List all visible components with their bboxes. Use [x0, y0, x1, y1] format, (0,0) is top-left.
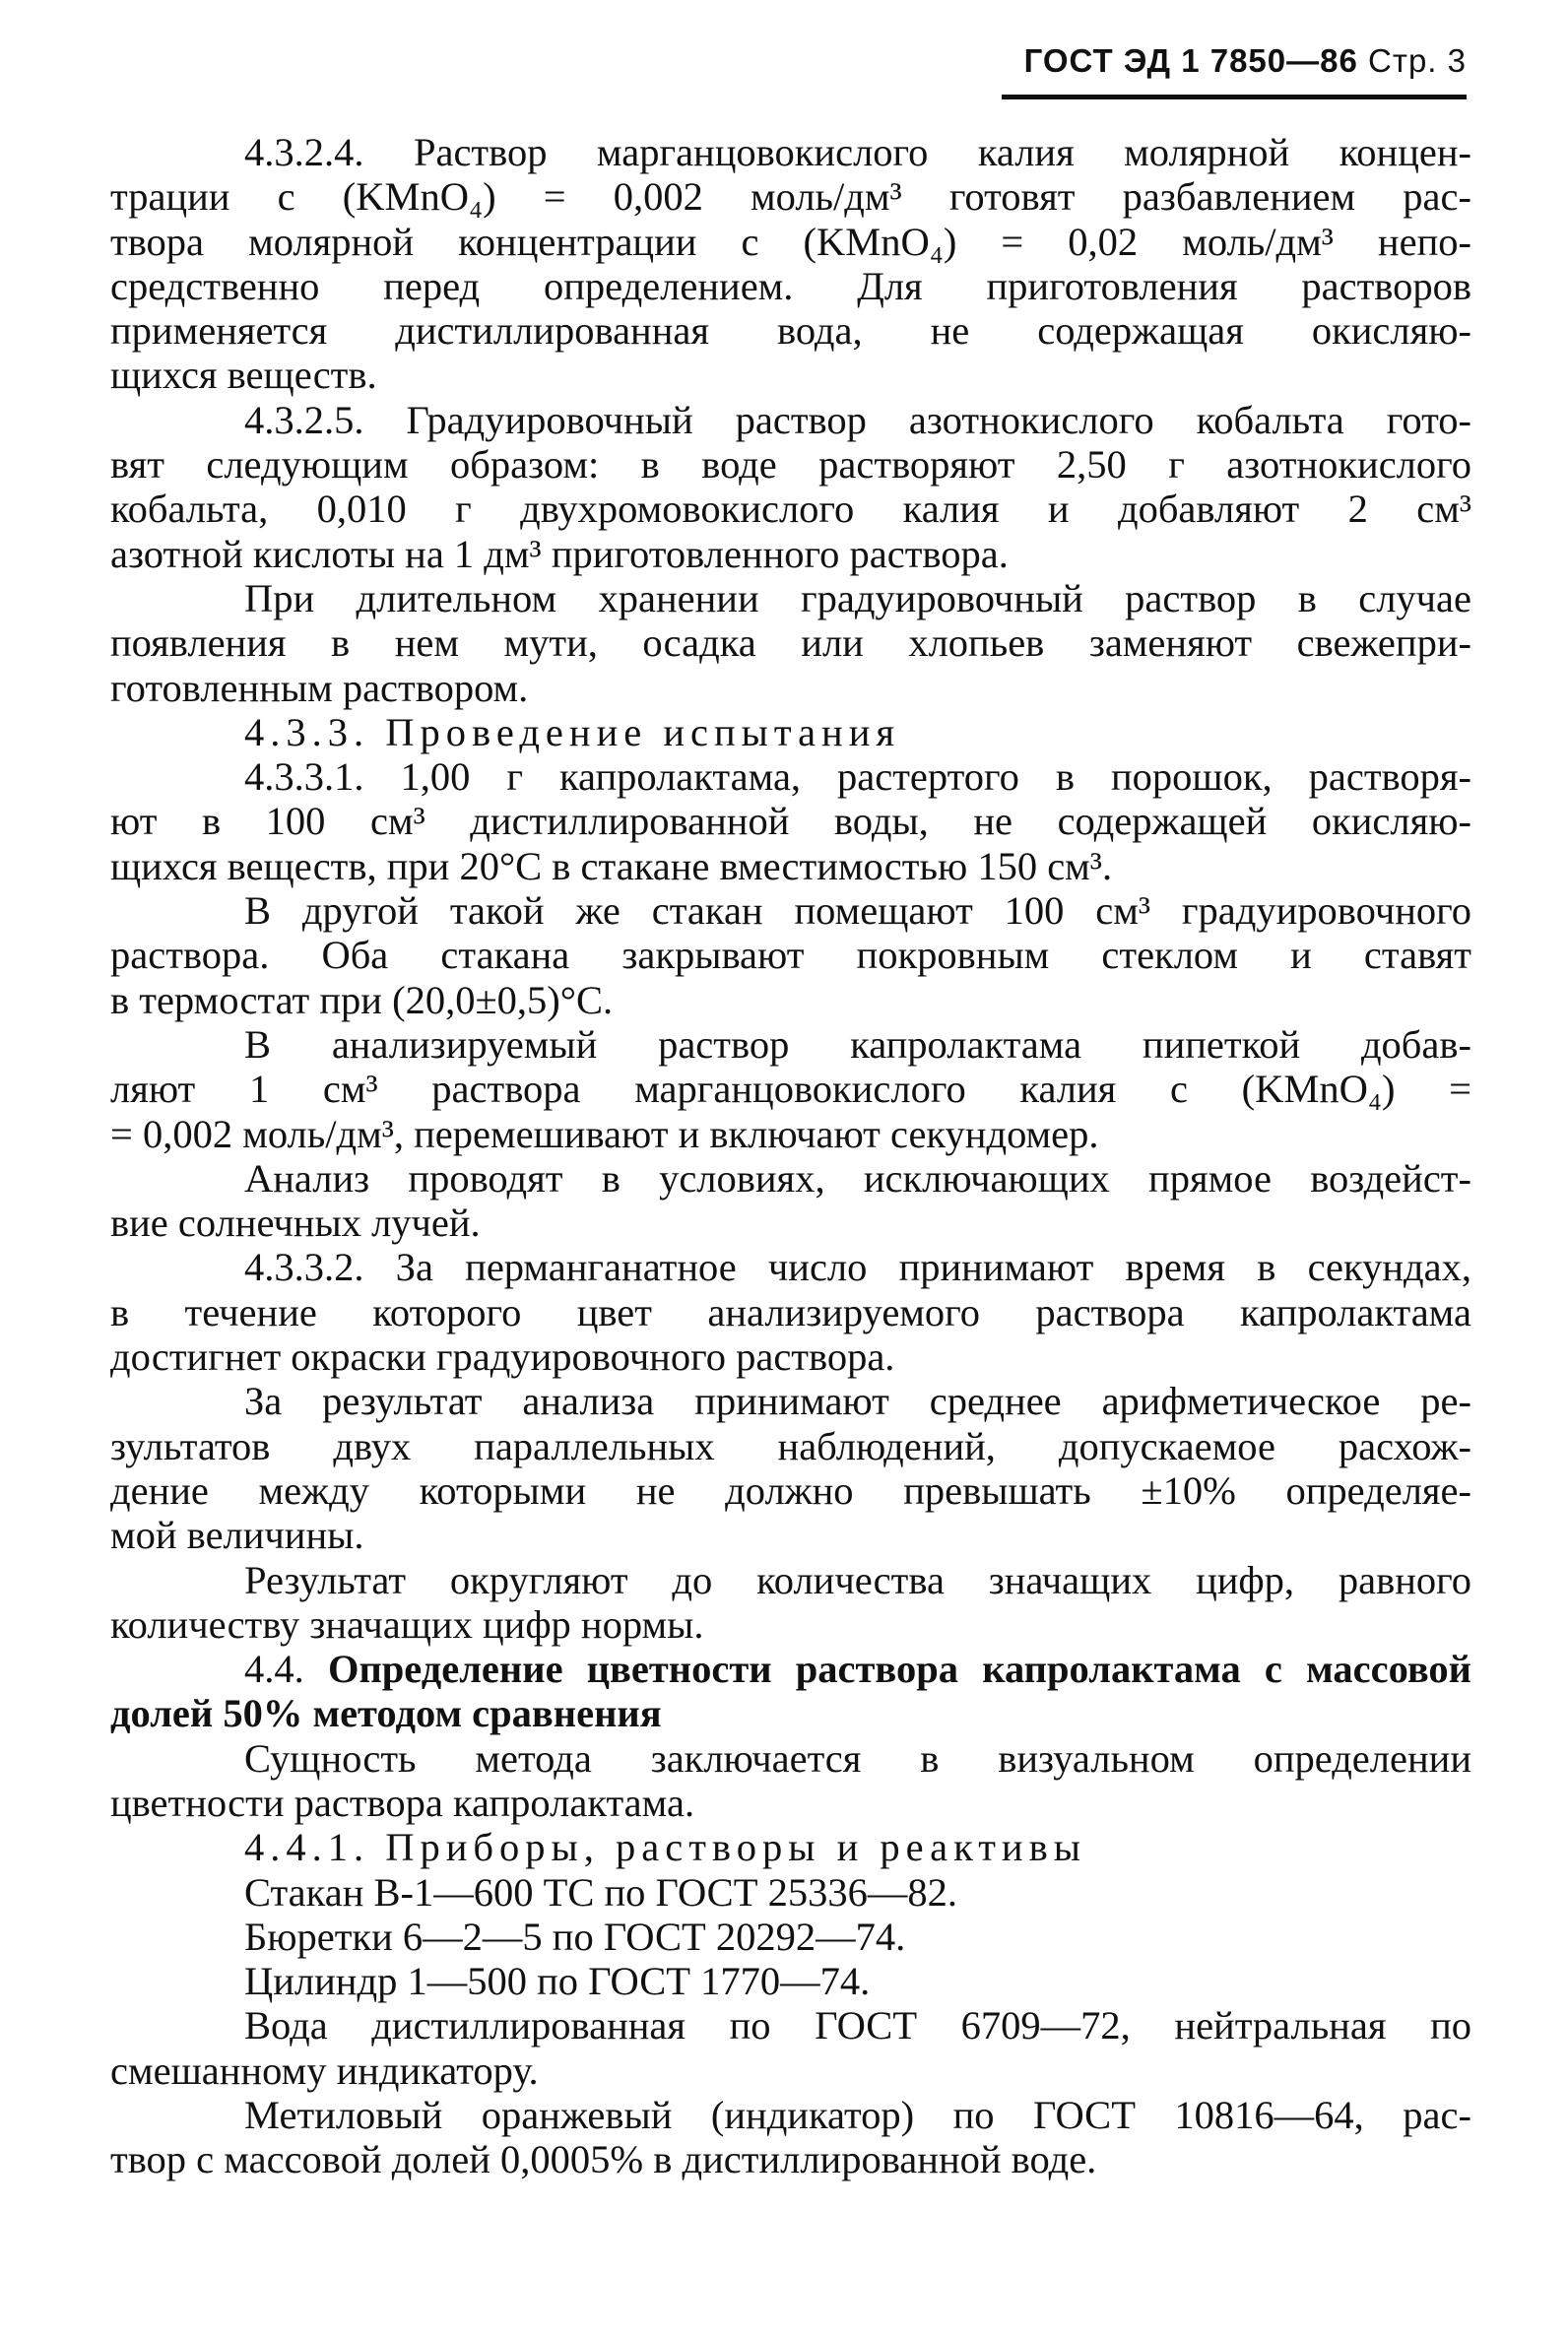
text-line: кобальта, 0,010 г двухромовокислого калия и добавляют 2 см³ [110, 487, 1471, 532]
text-line: вие солнечных лучей. [110, 1201, 481, 1246]
text-line: цветности раствора капролактама. [110, 1780, 695, 1825]
standard-number: ГОСТ ЭД 1 7850—86 [1023, 42, 1358, 79]
text-line: щихся веществ, при 20°С в стакане вместимостью 150 см³. [110, 843, 1113, 888]
paragraph-rounding [110, 1558, 1471, 1648]
text-line: применяется дистиллированная вода, не содержащая окисляю- [110, 308, 1471, 354]
text-line: твора молярной концентрации c (KMnO₄) = 0,02 моль/дм³ непо- [110, 219, 1471, 264]
section-heading-4-4 [110, 1647, 1471, 1736]
text-line: раствора. Оба стакана закрывают покровным стеклом и ставят [110, 933, 1471, 978]
text-line: Бюретки 6—2—5 по ГОСТ 20292—74. [244, 1914, 906, 1959]
text-line: щихся веществ. [110, 353, 377, 398]
page-number: Стр. 3 [1368, 42, 1467, 79]
text-line: Цилиндр 1—500 по ГОСТ 1770—74. [244, 1959, 871, 2004]
section-title: Определение цветности раствора капролактама с массовой [327, 1647, 1472, 1692]
text-line: количеству значащих цифр нормы. [110, 1601, 704, 1647]
paragraph-4-3-3-2 [110, 1245, 1471, 1379]
text-line: зультатов двух параллельных наблюдений, допускаемое расхож- [110, 1423, 1471, 1468]
text-line: средственно перед определением. Для приготовления растворов [110, 263, 1471, 308]
text-line: В другой такой же стакан помещают 100 см³ градуировочного [244, 888, 1471, 934]
text-line: За результат анализа принимают среднее арифметическое ре- [244, 1379, 1471, 1424]
spaced-heading: 4.4.1. Приборы, растворы и реактивы [244, 1825, 1086, 1870]
text-line: азотной кислоты на 1 дм³ приготовленного раствора. [110, 531, 1009, 576]
paragraph-second-beaker [110, 888, 1471, 1022]
paragraph-sunlight [110, 1156, 1471, 1246]
document-body [110, 130, 1471, 2182]
text-line: 4.3.3.1. 1,00 г капролактама, растертого в порошок, растворя- [244, 754, 1471, 800]
text-line: Метиловый оранжевый (индикатор) по ГОСТ 10816—64, рас- [244, 2093, 1471, 2138]
text-line: Сущность метода заключается в визуальном определении [244, 1735, 1471, 1781]
page-header [1024, 41, 1467, 81]
text-line: 4.3.2.5. Градуировочный раствор азотнокислого кобальта гото- [244, 397, 1471, 442]
text-line: твор с массовой долей 0,0005% в дистиллированной воде. [110, 2137, 1097, 2182]
text-line: Результат округляют до количества значащих цифр, равного [244, 1557, 1471, 1602]
list-item-beaker [110, 1870, 1471, 1915]
paragraph-4-3-2-4 [110, 130, 1471, 398]
bold-heading-line [110, 1647, 1471, 1691]
text-line: При длительном хранении градуировочный раствор в случае [244, 575, 1471, 620]
paragraph-add-permanganate [110, 1022, 1471, 1156]
text-line: дение между которыми не должно превышать ±10% определяе- [110, 1467, 1471, 1513]
text-line: 4.3.3.2. За перманганатное число принимают время в секундах, [244, 1245, 1471, 1290]
text-line: ляют 1 см³ раствора марганцовокислого калия c (KMnO₄) = [110, 1067, 1471, 1112]
paragraph-4-3-3-1 [110, 754, 1471, 888]
text-line: = 0,002 моль/дм³, перемешивают и включают секундомер. [110, 1111, 1099, 1156]
text-line: В анализируемый раствор капролактама пипеткой добав- [244, 1021, 1471, 1067]
text-line: трации c (KMnO₄) = 0,002 моль/дм³ готовят разбавлением рас- [110, 174, 1471, 220]
bold-heading-line: долей 50% методом сравнения [110, 1691, 662, 1736]
text-line: готовленным раствором. [110, 665, 529, 710]
list-item-burettes [110, 1915, 1471, 1959]
text-line: 4.3.2.4. Раствор марганцовокислого калия молярной концен- [244, 130, 1471, 174]
text-line: достигнет окраски градуировочного раствора. [110, 1334, 895, 1380]
text-line: мой величины. [110, 1513, 364, 1558]
text-line: Анализ проводят в условиях, исключающих прямое воздейст- [244, 1155, 1471, 1201]
section-number: 4.4. [244, 1647, 304, 1692]
text-line: Вода дистиллированная по ГОСТ 6709—72, нейтральная по [244, 2003, 1471, 2048]
text-line: появления в нем мути, осадка или хлопьев заменяют свежепри- [110, 620, 1471, 666]
paragraph-method-essence [110, 1736, 1471, 1826]
section-heading-4-3-3 [110, 710, 1471, 754]
list-item-water [110, 2003, 1471, 2093]
paragraph-4-3-2-5 [110, 398, 1471, 576]
paragraph-storage-note [110, 576, 1471, 710]
list-item-methyl-orange [110, 2093, 1471, 2182]
text-line: в течение которого цвет анализируемого раствора капролактама [110, 1289, 1471, 1334]
text-line: Стакан В-1—600 ТС по ГОСТ 25336—82. [244, 1869, 957, 1915]
text-line: смешанному индикатору. [110, 2048, 539, 2093]
spaced-heading: 4.3.3. Проведение испытания [244, 709, 901, 754]
text-line: в термостат при (20,0±0,5)°С. [110, 977, 614, 1022]
text-line: ют в 100 см³ дистиллированной воды, не содержащей окисляю- [110, 799, 1471, 844]
paragraph-result-mean [110, 1379, 1471, 1557]
text-line: вят следующим образом: в воде растворяют 2,50 г азотнокислого [110, 442, 1471, 488]
header-rule [1002, 95, 1467, 99]
list-item-cylinder [110, 1959, 1471, 2003]
section-heading-4-4-1 [110, 1825, 1471, 1869]
